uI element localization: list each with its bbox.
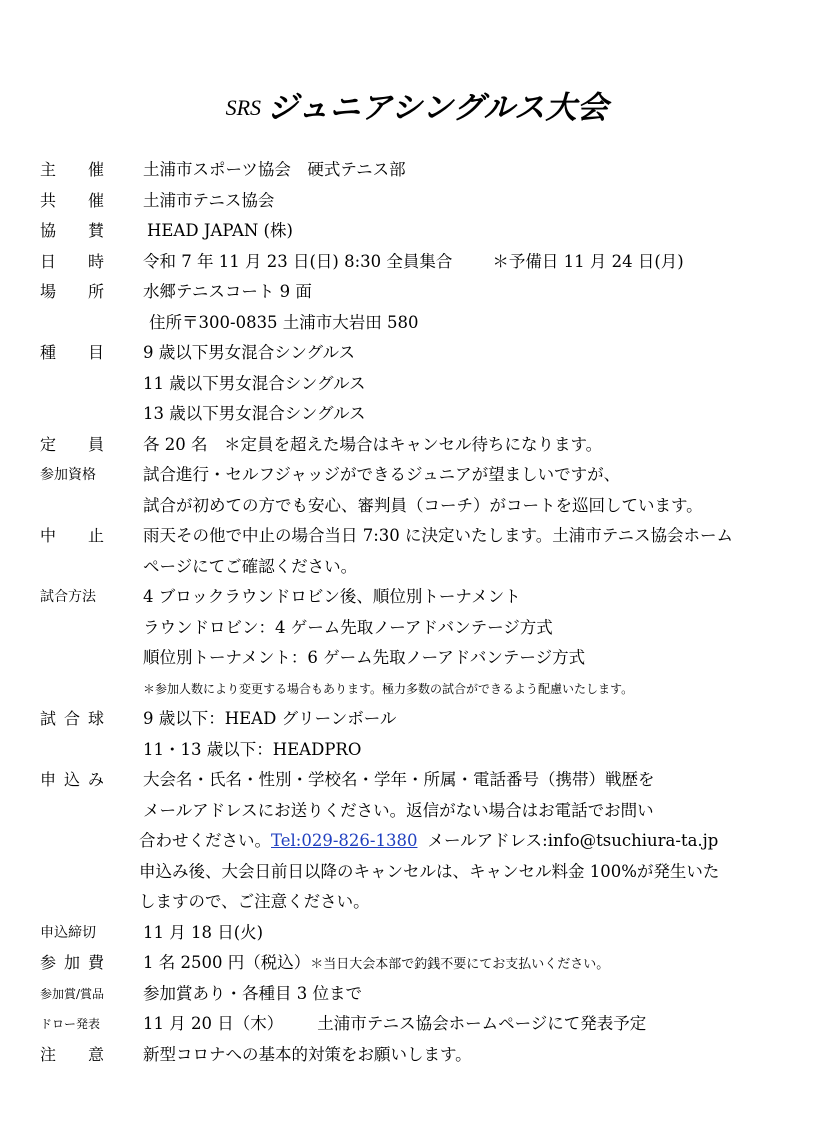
- row-sponsor: [0, 216, 834, 247]
- row-organizer: [0, 155, 834, 186]
- label-cancellation: 中 止: [40, 526, 104, 545]
- row-format-2: [0, 613, 834, 644]
- row-eligibility-2: [0, 491, 834, 522]
- row-prizes: [0, 979, 834, 1010]
- row-co-host: [0, 186, 834, 217]
- value-format-1: 4 ブロックラウンドロビン後、順位別トーナメント: [143, 587, 521, 606]
- row-format: [0, 582, 834, 613]
- value-draw: [143, 1009, 646, 1040]
- label-co-host: 共 催: [40, 190, 104, 210]
- label-events: 種 目: [40, 343, 104, 362]
- row-eligibility: [0, 460, 834, 491]
- event-item: 9 歳以下男女混合シングルス: [143, 343, 356, 362]
- value-application-4: 申込み後、大会日前日以降のキャンセルは、キャンセル料金 100%が発生いた: [139, 861, 720, 881]
- value-organizer: 土浦市スポーツ協会 硬式テニス部: [143, 160, 406, 179]
- row-format-3: [0, 643, 834, 674]
- value-eligibility-2: 試合が初めての方でも安心、審判員（コーチ）がコートを巡回しています。: [143, 495, 703, 515]
- phone-link[interactable]: Tel:029-826-1380: [271, 831, 418, 850]
- label-capacity: 定 員: [40, 434, 104, 454]
- label-fee: 参 加 費: [40, 953, 104, 972]
- label-organizer: 主 催: [40, 160, 104, 179]
- value-co-host: 土浦市テニス協会: [143, 190, 275, 210]
- row-application-3: [0, 826, 834, 857]
- value-format-3: 順位別トーナメント：6 ゲーム先取ノーアドバンテージ方式: [143, 648, 586, 667]
- title-main: ジュニアシングルス大会: [267, 90, 609, 126]
- value-format-2: ラウンドロビン：4 ゲーム先取ノーアドバンテージ方式: [143, 617, 553, 637]
- label-prizes: 参加賞/賞品: [40, 986, 105, 1001]
- value-capacity: 各 20 名 ＊定員を超えた場合はキャンセル待ちになります。: [143, 434, 603, 454]
- value-cancellation-1: 雨天その他で中止の場合当日 7:30 に決定いたします。土浦市テニス協会ホーム: [143, 526, 734, 545]
- label-deadline: 申込締切: [40, 924, 96, 941]
- value-venue: 水郷テニスコート 9 面: [143, 282, 312, 301]
- row-fee: [0, 948, 834, 979]
- row-events-2: [0, 369, 834, 400]
- row-application-5: [0, 887, 834, 918]
- label-venue: 場 所: [40, 282, 104, 301]
- fee-amount: 1 名 2500 円（税込）: [143, 953, 311, 972]
- row-events: [0, 338, 834, 369]
- label-draw: ドロー発表: [40, 1017, 101, 1031]
- row-venue-address: [0, 308, 834, 339]
- row-deadline: [0, 918, 834, 949]
- value-eligibility-1: 試合進行・セルフジャッジができるジュニアが望ましいですが、: [143, 465, 621, 484]
- title-prefix: SRS: [225, 95, 262, 120]
- row-format-note: [0, 674, 834, 705]
- application-prefix: 合わせください。: [139, 831, 271, 850]
- value-application-2: メールアドレスにお送りください。返信がない場合はお電話でお問い: [143, 800, 654, 820]
- label-format: 試合方法: [40, 589, 96, 605]
- row-balls-2: [0, 735, 834, 766]
- value-deadline: 11 月 18 日(火): [143, 922, 264, 942]
- datetime-main: 令和 7 年 11 月 23 日(日) 8:30 全員集合: [143, 251, 453, 271]
- value-caution: 新型コロナへの基本的対策をお願いします。: [143, 1044, 472, 1064]
- row-venue: [0, 277, 834, 308]
- value-fee: [143, 948, 609, 981]
- document-title: [0, 82, 834, 127]
- label-eligibility: 参加資格: [40, 467, 96, 483]
- row-balls: [0, 704, 834, 735]
- value-application-3: [139, 826, 718, 857]
- format-note: ＊参加人数により変更する場合もあります。極力多数の試合ができるよう配慮いたします。: [143, 681, 634, 696]
- value-balls-1: 9 歳以下：HEAD グリーンボール: [143, 709, 397, 728]
- label-balls: 試 合 球: [40, 709, 104, 728]
- value-venue-address: 住所〒300-0835 土浦市大岩田 580: [149, 312, 419, 332]
- row-application: [0, 765, 834, 796]
- row-capacity: [0, 430, 834, 461]
- row-cancellation: [0, 521, 834, 552]
- value-balls-2: 11・13 歳以下：HEADPRO: [143, 739, 362, 759]
- row-application-4: [0, 857, 834, 888]
- value-sponsor: HEAD JAPAN (株): [147, 221, 293, 240]
- row-caution: [0, 1040, 834, 1071]
- value-cancellation-2: ページにてご確認ください。: [143, 556, 358, 576]
- row-datetime: [0, 247, 834, 278]
- event-item: 11 歳以下男女混合シングルス: [143, 373, 366, 393]
- label-datetime: 日 時: [40, 251, 104, 271]
- label-sponsor: 協 賛: [40, 221, 104, 240]
- value-application-1: 大会名・氏名・性別・学校名・学年・所属・電話番号（携帯）戦歴を: [143, 770, 655, 789]
- row-draw: [0, 1009, 834, 1040]
- value-datetime: [143, 247, 684, 278]
- label-caution: 注 意: [40, 1044, 104, 1064]
- info-table: [0, 155, 834, 1070]
- row-cancellation-2: [0, 552, 834, 583]
- event-item: 13 歳以下男女混合シングルス: [143, 404, 366, 423]
- row-application-2: [0, 796, 834, 827]
- value-application-5: しますので、ご注意ください。: [139, 892, 370, 911]
- draw-note: 土浦市テニス協会ホームページにて発表予定: [317, 1014, 647, 1033]
- label-application: 申 込 み: [40, 770, 104, 789]
- datetime-reserve: ＊予備日 11 月 24 日(月): [492, 251, 684, 271]
- row-events-3: [0, 399, 834, 430]
- value-prizes: 参加賞あり・各種目 3 位まで: [143, 983, 362, 1003]
- draw-date: 11 月 20 日（木）: [143, 1014, 284, 1033]
- fee-note: ＊当日大会本部で釣銭不要にてお支払いください。: [310, 957, 610, 972]
- email-text: メールアドレス:info@tsuchiura-ta.jp: [427, 831, 719, 850]
